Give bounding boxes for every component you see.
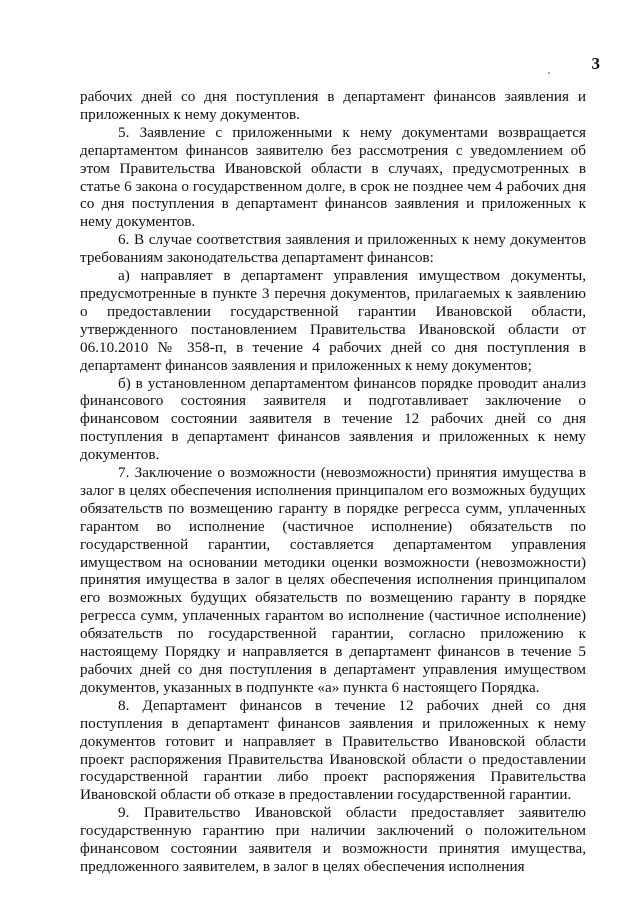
paragraph-8: 8. Департамент финансов в течение 12 рабочих дней со дня поступления в департамент финансов заявления и приложенных к нему документов готовит и направляет в Правительство Ивановской области проект распоряжения Правительства Ивановской области о предоставлении государственной гарантии либо проект распоряжения Правительства Ивановской области об отказе в предоставлении государственной гарантии.: [80, 696, 586, 804]
paragraph-9: 9. Правительство Ивановской области предоставляет заявителю государственную гарантию при наличии заключений о положительном финансовом состоянии заявителя и возможности принятия имущества, предложенного заявителем, в залог в целях обеспечения исполнения: [80, 804, 586, 875]
paragraph-6b: б) в установленном департаментом финансов порядке проводит анализ финансового состояния заявителя и подготавливает заключение о финансовом состоянии заявителя в течение 12 рабочих дней со дня поступления в департамент финансов заявления и приложенных к нему документов.: [80, 374, 586, 464]
page-number: 3: [591, 54, 600, 73]
paragraph-7: 7. Заключение о возможности (невозможности) принятия имущества в залог в целях обеспечения исполнения принципалом его возможных будущих обязательств по возмещению гаранту в порядке регресса сумм, уплаченных гарантом во исполнение (частичное исполнение) обязательств по государственной гарантии, составляется департаментом управления имуществом на основании методики оценки возможности (невозможности) принятия имущества в залог в целях обеспечения исполнения принципалом его возможных будущих обязательств по возмещению гаранту в порядке регресса сумм, уплаченных гарантом во исполнение (частичное исполнение) обязательств по государственной гарантии, согласно приложению к настоящему Порядку и направляется в департамент финансов в течение 5 рабочих дней со дня поступления в департамент управления имуществом документов, указанных в подпункте «а» пункта 6 настоящего Порядка.: [80, 464, 586, 696]
document-body: [80, 88, 586, 876]
paragraph-continuation: рабочих дней со дня поступления в департамент финансов заявления и приложенных к нему документов.: [80, 88, 586, 123]
paragraph-5: 5. Заявление с приложенными к нему документами возвращается департаментом финансов заявителю без рассмотрения с уведомлением об этом Правительства Ивановской области в случаях, предусмотренных в статье 6 закона о государственном долге, в срок не позднее чем 4 рабочих дня со дня поступления в департамент финансов заявления и приложенных к нему документов.: [80, 123, 586, 231]
paragraph-6: 6. В случае соответствия заявления и приложенных к нему документов требованиям законодательства департамент финансов:: [80, 231, 586, 267]
paragraph-6a: а) направляет в департамент управления имуществом документы, предусмотренные в пункте 3 перечня документов, прилагаемых к заявлению о предоставлении государственной гарантии Ивановской области, утвержденного постановлением Правительства Ивановской области от 06.10.2010 № 358-п, в течение 4 рабочих дней со дня поступления в департамент финансов заявления и приложенных к нему документов;: [80, 267, 586, 374]
scan-speck: [548, 72, 550, 74]
